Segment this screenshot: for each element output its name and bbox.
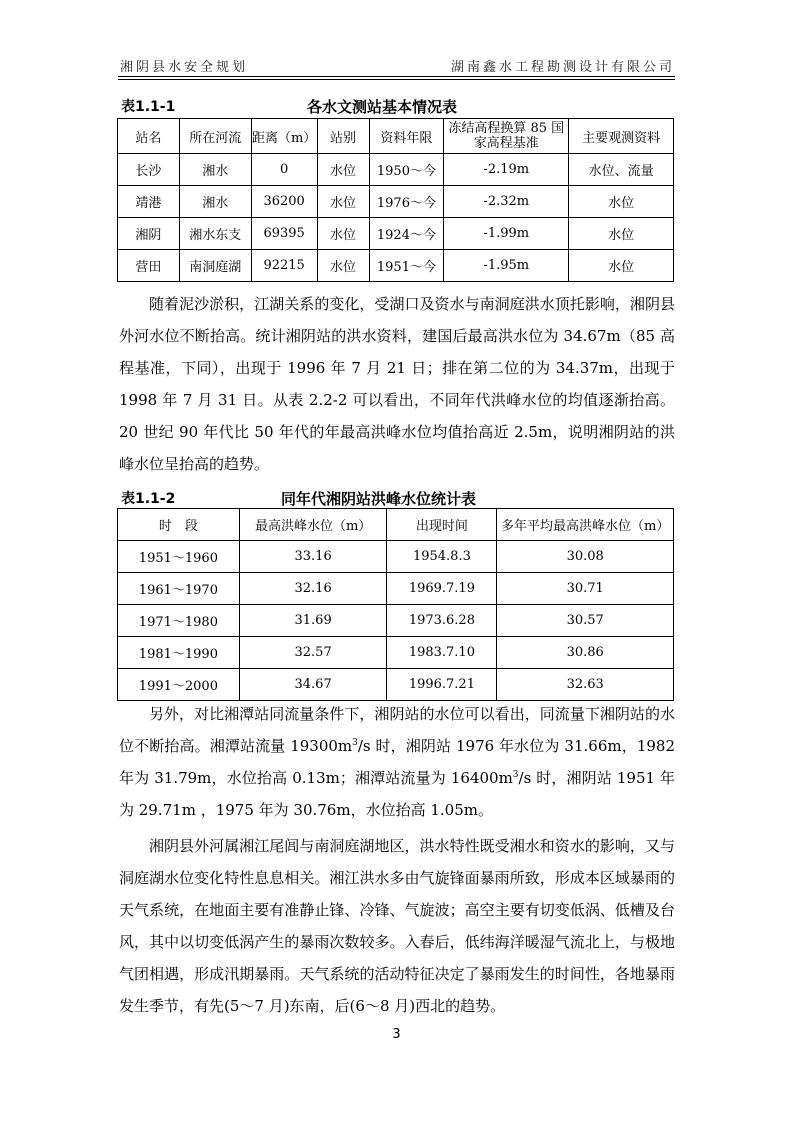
paragraph-text: 随着泥沙淤积，江湖关系的变化，受湖口及资水与南洞庭洪水顶托影响，湘阴县外河水位不断抬高。统计湘阴站的洪水资料，建国后最高洪水位为 34.67m（85 高程基准，下同），出现于 1996 年 7 月 21 日；排在第二位的为 34.37m，出现于 1998 年 7 月 31 日。从表 2.2-2 可以看出，不同年代洪峰水位的均值逐渐抬高。20 世纪 90 年代比 50 年代的年最高洪峰水位均值抬高近 2.5m，说明湘阴站的洪峰水位呈抬高的趋势。 [119, 295, 675, 473]
table1-title: 各水文测站基本情况表 [307, 98, 458, 116]
paragraph-xiangtan-comparison [119, 698, 675, 826]
table-cell: 1950～今 [369, 154, 444, 186]
table-cell: 1996.7.21 [387, 669, 497, 701]
table-cell: 1969.7.19 [387, 573, 497, 605]
table-cell: -1.95m [444, 250, 569, 282]
table-cell: 水位 [317, 218, 369, 250]
table-cell: 1983.7.10 [387, 637, 497, 669]
table-cell: 湘水 [179, 186, 251, 218]
page-number: 3 [392, 1027, 401, 1042]
table-cell: 32.57 [239, 637, 387, 669]
table-cell: 水位、流量 [569, 154, 674, 186]
table-header-cell: 出现时间 [387, 509, 497, 541]
table1-caption [121, 96, 676, 116]
table-header-cell: 主要观测资料 [569, 119, 674, 154]
paragraph-text: 湘阴县外河属湘江尾闾与南洞庭湖地区，洪水特性既受湘水和资水的影响，又与洞庭湖水位变化特性息息相关。湘江洪水多由气旋锋面暴雨所致，形成本区域暴雨的天气系统，在地面主要有准静止锋、冷锋、气旋波；高空主要有切变低涡、低槽及台风，其中以切变低涡产生的暴雨次数较多。入春后，低纬海洋暖湿气流北上，与极地气团相遇，形成汛期暴雨。天气系统的活动特征决定了暴雨发生的时间性，各地暴雨发生季节，有先(5～7 月)东南，后(6～8 月)西北的趋势。 [119, 837, 675, 1015]
table-cell: 湘水东支 [179, 218, 251, 250]
table-header-cell: 资料年限 [369, 119, 444, 154]
table-cell: 湘阴 [118, 218, 180, 250]
table-cell: 长沙 [118, 154, 180, 186]
table-cell: 30.86 [497, 637, 674, 669]
table-row [118, 605, 674, 637]
table-cell: 32.16 [239, 573, 387, 605]
table-header-row [118, 119, 674, 154]
flood-peak-statistics-table [117, 508, 674, 701]
table-header-cell: 距离（m） [251, 119, 317, 154]
table2-caption [121, 488, 676, 508]
table2-number: 表1.1-2 [121, 491, 176, 507]
table-row [118, 541, 674, 573]
table-cell: 1951～今 [369, 250, 444, 282]
table-cell: 1961～1970 [118, 573, 240, 605]
table-cell: 水位 [317, 250, 369, 282]
table-header-cell: 最高洪峰水位（m） [239, 509, 387, 541]
table-cell: 1954.8.3 [387, 541, 497, 573]
table-cell: 水位 [317, 186, 369, 218]
table-cell: 30.08 [497, 541, 674, 573]
header-document-title: 湘阴县水安全规划 [120, 60, 249, 75]
table-header-cell: 时 段 [118, 509, 240, 541]
table-cell: 92215 [251, 250, 317, 282]
table-cell: 靖港 [118, 186, 180, 218]
table-header-cell: 冻结高程换算 85 国家高程基准 [444, 119, 569, 154]
superscript: 3 [512, 770, 519, 780]
table-row [118, 218, 674, 250]
table-row [118, 573, 674, 605]
table-header-cell: 站别 [317, 119, 369, 154]
table-cell: 水位 [569, 218, 674, 250]
superscript: 3 [352, 738, 358, 748]
table-cell: 1924～今 [369, 218, 444, 250]
table-cell: 1976～今 [369, 186, 444, 218]
table-header-cell: 站名 [118, 119, 180, 154]
table-header-cell: 所在河流 [179, 119, 251, 154]
table-cell: 1973.6.28 [387, 605, 497, 637]
table-header-cell: 多年平均最高洪峰水位（m） [497, 509, 674, 541]
text-segment: /s 时，湘阴站 1951 年为 29.71m ，1975 年为 30.76m，水位抬高 1.05m。 [119, 769, 675, 819]
table-cell: 南洞庭湖 [179, 250, 251, 282]
table-cell: 30.71 [497, 573, 674, 605]
table-cell: 1951～1960 [118, 541, 240, 573]
header-divider [118, 76, 675, 77]
table-cell: 31.69 [239, 605, 387, 637]
paragraph-flood-level-trend [119, 288, 675, 480]
table-row [118, 250, 674, 282]
table-cell: 水位 [569, 250, 674, 282]
table-cell: 33.16 [239, 541, 387, 573]
table-cell: 营田 [118, 250, 180, 282]
table-cell: -2.32m [444, 186, 569, 218]
paragraph-text [119, 698, 675, 826]
header-divider-thin [118, 79, 675, 80]
table-cell: 0 [251, 154, 317, 186]
table-cell: 36200 [251, 186, 317, 218]
table-cell: 34.67 [239, 669, 387, 701]
table-cell: 湘水 [179, 154, 251, 186]
page-header [118, 52, 675, 76]
text-segment: /s 时，湘阴站 1976 年水位为 31.66m，1982 年为 31.79m，水位抬高 0.13m；湘潭站流量为 16400m [119, 737, 675, 787]
table-cell: 30.57 [497, 605, 674, 637]
table-cell: 水位 [569, 186, 674, 218]
paragraph-flood-characteristics [119, 830, 675, 1022]
header-company-name: 湖南鑫水工程勘测设计有限公司 [450, 60, 675, 75]
table-cell: 69395 [251, 218, 317, 250]
table-header-row [118, 509, 674, 541]
text-segment: 另外，对比湘潭站同流量条件下，湘阴站的水位可以看出，同流量下湘阴站的水位不断抬高。湘潭站流量 19300m [119, 705, 675, 755]
table-row [118, 669, 674, 701]
table-cell: 1991～2000 [118, 669, 240, 701]
table1-number: 表1.1-1 [121, 99, 176, 115]
station-info-table [117, 118, 674, 282]
table-cell: 水位 [317, 154, 369, 186]
table-cell: 1981～1990 [118, 637, 240, 669]
table-cell: -1.99m [444, 218, 569, 250]
table-row [118, 637, 674, 669]
table2-title: 同年代湘阴站洪峰水位统计表 [281, 490, 477, 508]
table-row [118, 186, 674, 218]
table-cell: 32.63 [497, 669, 674, 701]
table-cell: 1971～1980 [118, 605, 240, 637]
table-cell: -2.19m [444, 154, 569, 186]
table-row [118, 154, 674, 186]
